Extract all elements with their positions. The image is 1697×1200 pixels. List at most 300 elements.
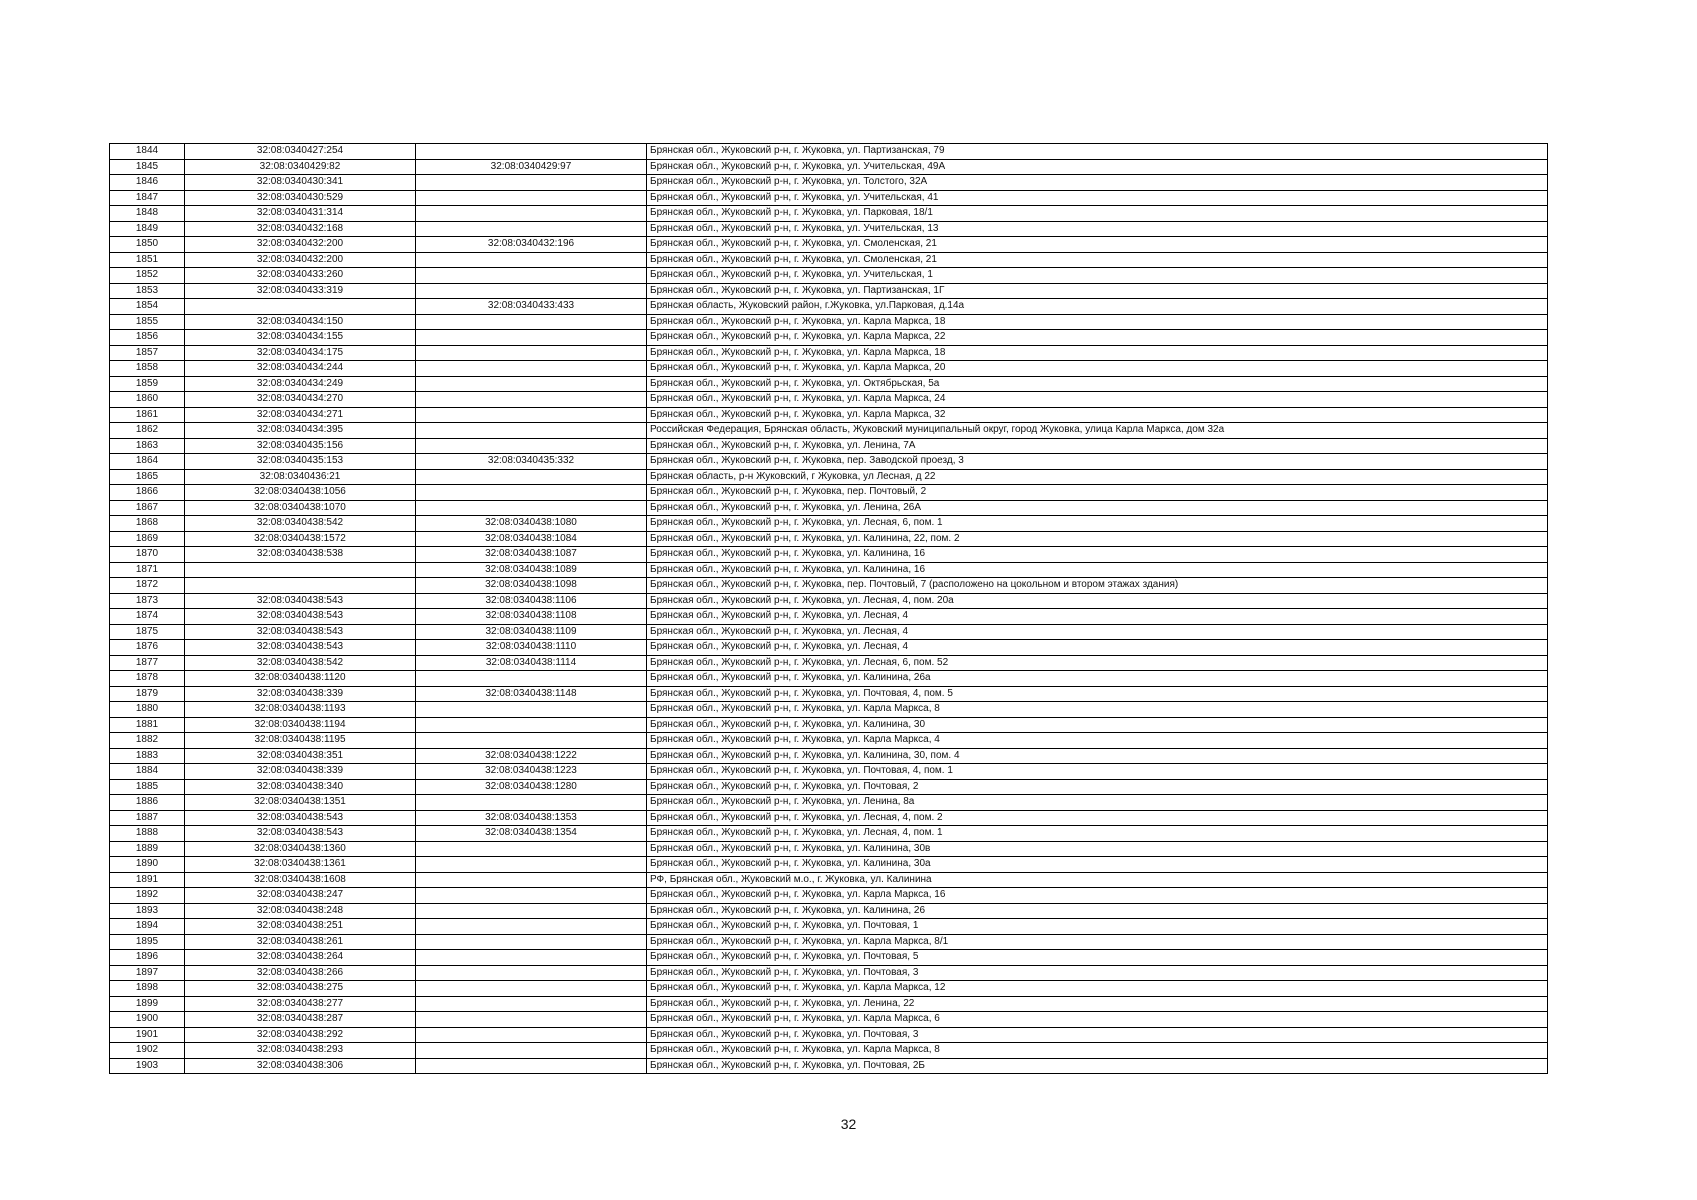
row-number-cell: 1873 <box>110 593 185 609</box>
table-row <box>110 640 1548 656</box>
land-cadastral-cell: 32:08:0340438:266 <box>185 965 416 981</box>
row-number-cell: 1897 <box>110 965 185 981</box>
land-cadastral-cell: 32:08:0340438:293 <box>185 1043 416 1059</box>
address-cell: Брянская обл., Жуковский р-н, г. Жуковка, ул. Калинина, 30, пом. 4 <box>647 748 1548 764</box>
table-row <box>110 841 1548 857</box>
row-number-cell: 1847 <box>110 190 185 206</box>
building-cadastral-cell: 32:08:0340438:1106 <box>416 593 647 609</box>
building-cadastral-cell: 32:08:0340438:1354 <box>416 826 647 842</box>
address-cell: Брянская обл., Жуковский р-н, г. Жуковка, пер. Заводской проезд, 3 <box>647 454 1548 470</box>
table-row <box>110 671 1548 687</box>
table-row <box>110 810 1548 826</box>
land-cadastral-cell: 32:08:0340438:542 <box>185 655 416 671</box>
building-cadastral-cell: 32:08:0340438:1222 <box>416 748 647 764</box>
land-cadastral-cell: 32:08:0340438:275 <box>185 981 416 997</box>
land-cadastral-cell: 32:08:0340433:260 <box>185 268 416 284</box>
row-number-cell: 1859 <box>110 376 185 392</box>
building-cadastral-cell <box>416 702 647 718</box>
table-row <box>110 717 1548 733</box>
address-cell: Брянская обл., Жуковский р-н, г. Жуковка, ул. Калинина, 30в <box>647 841 1548 857</box>
row-number-cell: 1867 <box>110 500 185 516</box>
row-number-cell: 1899 <box>110 996 185 1012</box>
building-cadastral-cell: 32:08:0340438:1089 <box>416 562 647 578</box>
address-cell: Брянская обл., Жуковский р-н, г. Жуковка, ул. Ленина, 8а <box>647 795 1548 811</box>
page-number: 32 <box>840 1116 857 1132</box>
building-cadastral-cell <box>416 996 647 1012</box>
land-cadastral-cell: 32:08:0340438:1070 <box>185 500 416 516</box>
land-cadastral-cell: 32:08:0340438:248 <box>185 903 416 919</box>
table-row <box>110 1043 1548 1059</box>
address-cell: Брянская обл., Жуковский р-н, г. Жуковка, ул. Калинина, 16 <box>647 562 1548 578</box>
table-row <box>110 748 1548 764</box>
row-number-cell: 1903 <box>110 1058 185 1074</box>
table-body <box>110 144 1548 1074</box>
address-cell: Брянская обл., Жуковский р-н, г. Жуковка, ул. Карла Маркса, 6 <box>647 1012 1548 1028</box>
table-row <box>110 376 1548 392</box>
address-cell: Брянская обл., Жуковский р-н, г. Жуковка, ул. Калинина, 22, пом. 2 <box>647 531 1548 547</box>
address-cell: Брянская обл., Жуковский р-н, г. Жуковка, ул. Карла Маркса, 18 <box>647 345 1548 361</box>
row-number-cell: 1878 <box>110 671 185 687</box>
table-row <box>110 531 1548 547</box>
table-row <box>110 562 1548 578</box>
building-cadastral-cell <box>416 376 647 392</box>
building-cadastral-cell <box>416 330 647 346</box>
table-row <box>110 252 1548 268</box>
land-cadastral-cell: 32:08:0340438:306 <box>185 1058 416 1074</box>
address-cell: Брянская обл., Жуковский р-н, г. Жуковка, ул. Лесная, 6, пом. 1 <box>647 516 1548 532</box>
row-number-cell: 1900 <box>110 1012 185 1028</box>
land-cadastral-cell: 32:08:0340429:82 <box>185 159 416 175</box>
table-row <box>110 702 1548 718</box>
row-number-cell: 1894 <box>110 919 185 935</box>
land-cadastral-cell: 32:08:0340432:200 <box>185 252 416 268</box>
address-cell: Брянская обл., Жуковский р-н, г. Жуковка, ул. Карла Маркса, 20 <box>647 361 1548 377</box>
table-row <box>110 547 1548 563</box>
building-cadastral-cell <box>416 221 647 237</box>
building-cadastral-cell <box>416 144 647 160</box>
row-number-cell: 1892 <box>110 888 185 904</box>
table-row <box>110 1012 1548 1028</box>
address-cell: Брянская обл., Жуковский р-н, г. Жуковка, ул. Почтовая, 1 <box>647 919 1548 935</box>
land-cadastral-cell: 32:08:0340431:314 <box>185 206 416 222</box>
land-cadastral-cell: 32:08:0340438:1351 <box>185 795 416 811</box>
building-cadastral-cell <box>416 795 647 811</box>
table-row <box>110 826 1548 842</box>
table-row <box>110 919 1548 935</box>
table-row <box>110 423 1548 439</box>
land-cadastral-cell: 32:08:0340438:1195 <box>185 733 416 749</box>
row-number-cell: 1850 <box>110 237 185 253</box>
address-cell: Брянская обл., Жуковский р-н, г. Жуковка, ул. Октябрьская, 5а <box>647 376 1548 392</box>
row-number-cell: 1885 <box>110 779 185 795</box>
address-cell: Брянская обл., Жуковский р-н, г. Жуковка, ул. Почтовая, 5 <box>647 950 1548 966</box>
address-cell: Брянская обл., Жуковский р-н, г. Жуковка, ул. Смоленская, 21 <box>647 237 1548 253</box>
row-number-cell: 1902 <box>110 1043 185 1059</box>
land-cadastral-cell: 32:08:0340434:395 <box>185 423 416 439</box>
building-cadastral-cell <box>416 717 647 733</box>
building-cadastral-cell <box>416 407 647 423</box>
land-cadastral-cell: 32:08:0340434:175 <box>185 345 416 361</box>
table-row <box>110 190 1548 206</box>
building-cadastral-cell: 32:08:0340438:1080 <box>416 516 647 532</box>
table-row <box>110 872 1548 888</box>
address-cell: Брянская обл., Жуковский р-н, г. Жуковка, ул. Лесная, 4, пом. 1 <box>647 826 1548 842</box>
table-row <box>110 299 1548 315</box>
row-number-cell: 1864 <box>110 454 185 470</box>
land-cadastral-cell <box>185 299 416 315</box>
building-cadastral-cell <box>416 1027 647 1043</box>
building-cadastral-cell <box>416 361 647 377</box>
land-cadastral-cell: 32:08:0340438:1193 <box>185 702 416 718</box>
address-cell: Брянская обл., Жуковский р-н, г. Жуковка, ул. Почтовая, 2 <box>647 779 1548 795</box>
row-number-cell: 1896 <box>110 950 185 966</box>
table-row <box>110 578 1548 594</box>
building-cadastral-cell <box>416 903 647 919</box>
address-cell: Брянская обл., Жуковский р-н, г. Жуковка, ул. Почтовая, 4, пом. 1 <box>647 764 1548 780</box>
land-cadastral-cell: 32:08:0340427:254 <box>185 144 416 160</box>
row-number-cell: 1891 <box>110 872 185 888</box>
table-row <box>110 1027 1548 1043</box>
land-cadastral-cell: 32:08:0340438:1361 <box>185 857 416 873</box>
building-cadastral-cell <box>416 857 647 873</box>
table-row <box>110 485 1548 501</box>
address-cell: Брянская обл., Жуковский р-н, г. Жуковка, ул. Калинина, 26 <box>647 903 1548 919</box>
row-number-cell: 1851 <box>110 252 185 268</box>
row-number-cell: 1853 <box>110 283 185 299</box>
address-cell: Брянская обл., Жуковский р-н, г. Жуковка, ул. Почтовая, 2Б <box>647 1058 1548 1074</box>
address-cell: Брянская обл., Жуковский р-н, г. Жуковка, ул. Калинина, 30 <box>647 717 1548 733</box>
row-number-cell: 1871 <box>110 562 185 578</box>
table-row <box>110 392 1548 408</box>
table-row <box>110 903 1548 919</box>
row-number-cell: 1852 <box>110 268 185 284</box>
building-cadastral-cell <box>416 965 647 981</box>
land-cadastral-cell: 32:08:0340430:529 <box>185 190 416 206</box>
row-number-cell: 1872 <box>110 578 185 594</box>
address-cell: Российская Федерация, Брянская область, Жуковский муниципальный округ, город Жуковка, улица Карла Маркса, дом 32а <box>647 423 1548 439</box>
land-cadastral-cell: 32:08:0340438:543 <box>185 624 416 640</box>
table-row <box>110 1058 1548 1074</box>
row-number-cell: 1881 <box>110 717 185 733</box>
address-cell: Брянская обл., Жуковский р-н, г. Жуковка, ул. Ленина, 7А <box>647 438 1548 454</box>
land-cadastral-cell: 32:08:0340438:340 <box>185 779 416 795</box>
land-cadastral-cell: 32:08:0340438:1608 <box>185 872 416 888</box>
row-number-cell: 1901 <box>110 1027 185 1043</box>
building-cadastral-cell <box>416 934 647 950</box>
address-cell: Брянская обл., Жуковский р-н, г. Жуковка, ул. Ленина, 22 <box>647 996 1548 1012</box>
table-row <box>110 175 1548 191</box>
address-cell: Брянская обл., Жуковский р-н, г. Жуковка, ул. Почтовая, 4, пом. 5 <box>647 686 1548 702</box>
land-cadastral-cell: 32:08:0340438:543 <box>185 609 416 625</box>
row-number-cell: 1876 <box>110 640 185 656</box>
row-number-cell: 1880 <box>110 702 185 718</box>
address-cell: Брянская обл., Жуковский р-н, г. Жуковка, ул. Карла Маркса, 24 <box>647 392 1548 408</box>
building-cadastral-cell: 32:08:0340433:433 <box>416 299 647 315</box>
land-cadastral-cell: 32:08:0340438:292 <box>185 1027 416 1043</box>
row-number-cell: 1879 <box>110 686 185 702</box>
building-cadastral-cell: 32:08:0340438:1087 <box>416 547 647 563</box>
table-row <box>110 237 1548 253</box>
address-cell: Брянская обл., Жуковский р-н, г. Жуковка, ул. Лесная, 4 <box>647 624 1548 640</box>
row-number-cell: 1874 <box>110 609 185 625</box>
table-row <box>110 268 1548 284</box>
address-cell: Брянская обл., Жуковский р-н, г. Жуковка, ул. Карла Маркса, 16 <box>647 888 1548 904</box>
building-cadastral-cell: 32:08:0340438:1084 <box>416 531 647 547</box>
address-cell: Брянская обл., Жуковский р-н, г. Жуковка, ул. Лесная, 4 <box>647 609 1548 625</box>
table-row <box>110 733 1548 749</box>
building-cadastral-cell <box>416 485 647 501</box>
table-row <box>110 857 1548 873</box>
land-cadastral-cell: 32:08:0340438:543 <box>185 593 416 609</box>
building-cadastral-cell: 32:08:0340438:1109 <box>416 624 647 640</box>
building-cadastral-cell: 32:08:0340438:1280 <box>416 779 647 795</box>
row-number-cell: 1856 <box>110 330 185 346</box>
row-number-cell: 1846 <box>110 175 185 191</box>
building-cadastral-cell <box>416 950 647 966</box>
address-cell: Брянская обл., Жуковский р-н, г. Жуковка, ул. Калинина, 26а <box>647 671 1548 687</box>
row-number-cell: 1848 <box>110 206 185 222</box>
land-cadastral-cell: 32:08:0340438:1194 <box>185 717 416 733</box>
address-cell: Брянская обл., Жуковский р-н, г. Жуковка, ул. Толстого, 32А <box>647 175 1548 191</box>
land-cadastral-cell: 32:08:0340438:538 <box>185 547 416 563</box>
table-row <box>110 934 1548 950</box>
land-cadastral-cell: 32:08:0340434:270 <box>185 392 416 408</box>
address-cell: Брянская обл., Жуковский р-н, г. Жуковка, ул. Карла Маркса, 8/1 <box>647 934 1548 950</box>
address-table <box>109 143 1548 1074</box>
row-number-cell: 1855 <box>110 314 185 330</box>
table-row <box>110 159 1548 175</box>
table-row <box>110 407 1548 423</box>
land-cadastral-cell: 32:08:0340434:244 <box>185 361 416 377</box>
table-row <box>110 469 1548 485</box>
table-row <box>110 764 1548 780</box>
building-cadastral-cell <box>416 888 647 904</box>
table-row <box>110 361 1548 377</box>
row-number-cell: 1862 <box>110 423 185 439</box>
land-cadastral-cell: 32:08:0340430:341 <box>185 175 416 191</box>
building-cadastral-cell <box>416 392 647 408</box>
row-number-cell: 1845 <box>110 159 185 175</box>
table-row <box>110 345 1548 361</box>
address-cell: Брянская область, Жуковский район, г.Жуковка, ул.Парковая, д.14а <box>647 299 1548 315</box>
row-number-cell: 1865 <box>110 469 185 485</box>
table-row <box>110 330 1548 346</box>
address-cell: Брянская обл., Жуковский р-н, г. Жуковка, ул. Партизанская, 1Г <box>647 283 1548 299</box>
building-cadastral-cell: 32:08:0340438:1223 <box>416 764 647 780</box>
row-number-cell: 1886 <box>110 795 185 811</box>
land-cadastral-cell: 32:08:0340438:264 <box>185 950 416 966</box>
building-cadastral-cell: 32:08:0340438:1110 <box>416 640 647 656</box>
row-number-cell: 1893 <box>110 903 185 919</box>
land-cadastral-cell: 32:08:0340438:1572 <box>185 531 416 547</box>
row-number-cell: 1869 <box>110 531 185 547</box>
address-cell: Брянская обл., Жуковский р-н, г. Жуковка, пер. Почтовый, 7 (расположено на цокольном и втором этажах здания) <box>647 578 1548 594</box>
building-cadastral-cell <box>416 190 647 206</box>
row-number-cell: 1868 <box>110 516 185 532</box>
land-cadastral-cell: 32:08:0340438:1360 <box>185 841 416 857</box>
table-row <box>110 996 1548 1012</box>
land-cadastral-cell: 32:08:0340438:339 <box>185 764 416 780</box>
address-cell: Брянская обл., Жуковский р-н, г. Жуковка, ул. Карла Маркса, 18 <box>647 314 1548 330</box>
table-row <box>110 314 1548 330</box>
building-cadastral-cell <box>416 841 647 857</box>
address-cell: Брянская обл., Жуковский р-н, г. Жуковка, ул. Почтовая, 3 <box>647 1027 1548 1043</box>
land-cadastral-cell: 32:08:0340438:543 <box>185 826 416 842</box>
table-row <box>110 500 1548 516</box>
address-cell: Брянская обл., Жуковский р-н, г. Жуковка, ул. Калинина, 16 <box>647 547 1548 563</box>
row-number-cell: 1863 <box>110 438 185 454</box>
land-cadastral-cell: 32:08:0340438:261 <box>185 934 416 950</box>
row-number-cell: 1857 <box>110 345 185 361</box>
land-cadastral-cell: 32:08:0340434:150 <box>185 314 416 330</box>
building-cadastral-cell: 32:08:0340438:1098 <box>416 578 647 594</box>
building-cadastral-cell <box>416 206 647 222</box>
building-cadastral-cell <box>416 919 647 935</box>
address-cell: Брянская обл., Жуковский р-н, г. Жуковка, ул. Парковая, 18/1 <box>647 206 1548 222</box>
address-cell: Брянская обл., Жуковский р-н, г. Жуковка, ул. Карла Маркса, 8 <box>647 1043 1548 1059</box>
address-cell: Брянская обл., Жуковский р-н, г. Жуковка, ул. Лесная, 4, пом. 20а <box>647 593 1548 609</box>
address-cell: Брянская обл., Жуковский р-н, г. Жуковка, ул. Лесная, 4, пом. 2 <box>647 810 1548 826</box>
building-cadastral-cell <box>416 500 647 516</box>
row-number-cell: 1898 <box>110 981 185 997</box>
address-cell: Брянская обл., Жуковский р-н, г. Жуковка, ул. Почтовая, 3 <box>647 965 1548 981</box>
row-number-cell: 1875 <box>110 624 185 640</box>
table-row <box>110 221 1548 237</box>
building-cadastral-cell <box>416 1058 647 1074</box>
table-row <box>110 655 1548 671</box>
building-cadastral-cell: 32:08:0340429:97 <box>416 159 647 175</box>
row-number-cell: 1877 <box>110 655 185 671</box>
building-cadastral-cell: 32:08:0340438:1148 <box>416 686 647 702</box>
table-row <box>110 454 1548 470</box>
building-cadastral-cell <box>416 1043 647 1059</box>
table-row <box>110 144 1548 160</box>
building-cadastral-cell <box>416 175 647 191</box>
row-number-cell: 1854 <box>110 299 185 315</box>
building-cadastral-cell <box>416 671 647 687</box>
row-number-cell: 1861 <box>110 407 185 423</box>
building-cadastral-cell: 32:08:0340438:1353 <box>416 810 647 826</box>
address-cell: Брянская обл., Жуковский р-н, г. Жуковка, ул. Партизанская, 79 <box>647 144 1548 160</box>
row-number-cell: 1884 <box>110 764 185 780</box>
table-row <box>110 516 1548 532</box>
address-cell: Брянская обл., Жуковский р-н, г. Жуковка, ул. Калинина, 30а <box>647 857 1548 873</box>
building-cadastral-cell <box>416 981 647 997</box>
row-number-cell: 1870 <box>110 547 185 563</box>
table-row <box>110 950 1548 966</box>
building-cadastral-cell <box>416 469 647 485</box>
table-row <box>110 686 1548 702</box>
table-row <box>110 206 1548 222</box>
land-cadastral-cell: 32:08:0340435:153 <box>185 454 416 470</box>
address-cell: Брянская обл., Жуковский р-н, г. Жуковка, пер. Почтовый, 2 <box>647 485 1548 501</box>
land-cadastral-cell: 32:08:0340438:339 <box>185 686 416 702</box>
table-row <box>110 981 1548 997</box>
row-number-cell: 1889 <box>110 841 185 857</box>
address-cell: Брянская обл., Жуковский р-н, г. Жуковка, ул. Учительская, 49А <box>647 159 1548 175</box>
building-cadastral-cell <box>416 733 647 749</box>
table-row <box>110 283 1548 299</box>
building-cadastral-cell <box>416 345 647 361</box>
table-row <box>110 624 1548 640</box>
address-cell: Брянская область, р-н Жуковский, г Жуковка, ул Лесная, д 22 <box>647 469 1548 485</box>
row-number-cell: 1890 <box>110 857 185 873</box>
address-cell: Брянская обл., Жуковский р-н, г. Жуковка, ул. Карла Маркса, 22 <box>647 330 1548 346</box>
building-cadastral-cell <box>416 872 647 888</box>
building-cadastral-cell: 32:08:0340432:196 <box>416 237 647 253</box>
table-row <box>110 438 1548 454</box>
table-row <box>110 965 1548 981</box>
building-cadastral-cell <box>416 268 647 284</box>
land-cadastral-cell <box>185 562 416 578</box>
table-row <box>110 888 1548 904</box>
land-cadastral-cell: 32:08:0340438:543 <box>185 810 416 826</box>
land-cadastral-cell: 32:08:0340434:271 <box>185 407 416 423</box>
address-cell: Брянская обл., Жуковский р-н, г. Жуковка, ул. Карла Маркса, 12 <box>647 981 1548 997</box>
row-number-cell: 1849 <box>110 221 185 237</box>
row-number-cell: 1888 <box>110 826 185 842</box>
land-cadastral-cell: 32:08:0340438:251 <box>185 919 416 935</box>
row-number-cell: 1866 <box>110 485 185 501</box>
land-cadastral-cell: 32:08:0340432:200 <box>185 237 416 253</box>
address-cell: Брянская обл., Жуковский р-н, г. Жуковка, ул. Карла Маркса, 8 <box>647 702 1548 718</box>
land-cadastral-cell: 32:08:0340438:543 <box>185 640 416 656</box>
address-cell: Брянская обл., Жуковский р-н, г. Жуковка, ул. Смоленская, 21 <box>647 252 1548 268</box>
land-cadastral-cell: 32:08:0340438:277 <box>185 996 416 1012</box>
land-cadastral-cell: 32:08:0340438:351 <box>185 748 416 764</box>
land-cadastral-cell: 32:08:0340435:156 <box>185 438 416 454</box>
land-cadastral-cell: 32:08:0340438:542 <box>185 516 416 532</box>
address-cell: РФ, Брянская обл., Жуковский м.о., г. Жуковка, ул. Калинина <box>647 872 1548 888</box>
row-number-cell: 1887 <box>110 810 185 826</box>
building-cadastral-cell <box>416 283 647 299</box>
land-cadastral-cell: 32:08:0340432:168 <box>185 221 416 237</box>
building-cadastral-cell: 32:08:0340438:1114 <box>416 655 647 671</box>
row-number-cell: 1860 <box>110 392 185 408</box>
land-cadastral-cell: 32:08:0340438:287 <box>185 1012 416 1028</box>
land-cadastral-cell: 32:08:0340438:247 <box>185 888 416 904</box>
land-cadastral-cell: 32:08:0340434:155 <box>185 330 416 346</box>
building-cadastral-cell <box>416 314 647 330</box>
row-number-cell: 1858 <box>110 361 185 377</box>
land-cadastral-cell: 32:08:0340438:1056 <box>185 485 416 501</box>
table-row <box>110 609 1548 625</box>
building-cadastral-cell <box>416 252 647 268</box>
land-cadastral-cell: 32:08:0340434:249 <box>185 376 416 392</box>
row-number-cell: 1895 <box>110 934 185 950</box>
row-number-cell: 1844 <box>110 144 185 160</box>
address-cell: Брянская обл., Жуковский р-н, г. Жуковка, ул. Лесная, 4 <box>647 640 1548 656</box>
address-cell: Брянская обл., Жуковский р-н, г. Жуковка, ул. Учительская, 41 <box>647 190 1548 206</box>
table-row <box>110 779 1548 795</box>
land-cadastral-cell: 32:08:0340433:319 <box>185 283 416 299</box>
address-cell: Брянская обл., Жуковский р-н, г. Жуковка, ул. Ленина, 26А <box>647 500 1548 516</box>
building-cadastral-cell <box>416 1012 647 1028</box>
address-cell: Брянская обл., Жуковский р-н, г. Жуковка, ул. Учительская, 13 <box>647 221 1548 237</box>
row-number-cell: 1883 <box>110 748 185 764</box>
building-cadastral-cell: 32:08:0340438:1108 <box>416 609 647 625</box>
land-cadastral-cell <box>185 578 416 594</box>
land-cadastral-cell: 32:08:0340438:1120 <box>185 671 416 687</box>
building-cadastral-cell <box>416 438 647 454</box>
building-cadastral-cell: 32:08:0340435:332 <box>416 454 647 470</box>
table-row <box>110 593 1548 609</box>
table-row <box>110 795 1548 811</box>
address-cell: Брянская обл., Жуковский р-н, г. Жуковка, ул. Карла Маркса, 32 <box>647 407 1548 423</box>
address-cell: Брянская обл., Жуковский р-н, г. Жуковка, ул. Карла Маркса, 4 <box>647 733 1548 749</box>
row-number-cell: 1882 <box>110 733 185 749</box>
building-cadastral-cell <box>416 423 647 439</box>
